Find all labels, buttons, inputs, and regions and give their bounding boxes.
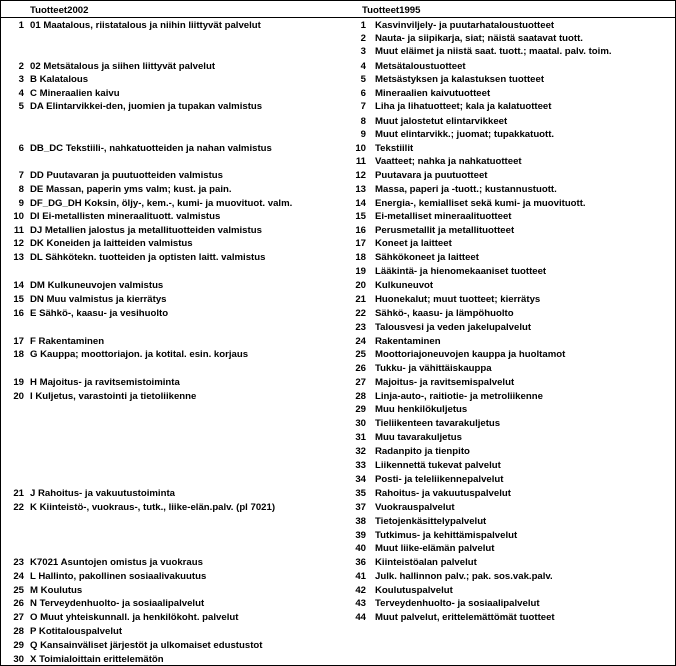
tuotteet1995-number: 31 bbox=[355, 432, 366, 443]
tuotteet1995-number: 18 bbox=[355, 252, 366, 263]
tuotteet1995-name: Huonekalut; muut tuotteet; kierrätys bbox=[375, 294, 541, 305]
tuotteet2002-name: P Kotitalouspalvelut bbox=[30, 626, 123, 637]
tuotteet1995-name: Muut palvelut, erittelemättömät tuotteet bbox=[375, 612, 555, 623]
tuotteet1995-name: Perusmetallit ja metallituotteet bbox=[375, 225, 515, 236]
tuotteet1995-number: 38 bbox=[355, 516, 366, 527]
tuotteet1995-name: Muut jalostetut elintarvikkeet bbox=[375, 116, 508, 127]
tuotteet2002-number: 4 bbox=[18, 88, 24, 99]
tuotteet2002-number bbox=[4, 33, 24, 44]
tuotteet2002-number bbox=[4, 46, 24, 57]
tuotteet2002-number: 24 bbox=[13, 571, 24, 582]
header-rule bbox=[1, 17, 675, 18]
tuotteet1995-name: Liha ja lihatuotteet; kala ja kalatuotteet bbox=[375, 101, 552, 112]
tuotteet2002-name: DJ Metallien jalostus ja metallituotteiden valmistus bbox=[30, 225, 262, 236]
tuotteet1995-number: 2 bbox=[360, 33, 366, 44]
tuotteet1995-number: 16 bbox=[355, 225, 366, 236]
tuotteet1995-number: 13 bbox=[355, 184, 366, 195]
tuotteet2002-name: E Sähkö-, kaasu- ja vesihuolto bbox=[30, 308, 169, 319]
tuotteet2002-number bbox=[4, 432, 24, 443]
tuotteet1995-number: 27 bbox=[355, 377, 366, 388]
tuotteet1995-name: Kulkuneuvot bbox=[375, 280, 434, 291]
tuotteet2002-number bbox=[4, 446, 24, 457]
tuotteet1995-number: 17 bbox=[355, 238, 366, 249]
tuotteet1995-name: Kiinteistöalan palvelut bbox=[375, 557, 477, 568]
tuotteet2002-number bbox=[4, 530, 24, 541]
tuotteet2002-name: DF_DG_DH Koksin, öljy-, kem.-, kumi- ja muovituot. valm. bbox=[30, 198, 293, 209]
tuotteet1995-name: Metsätaloustuotteet bbox=[375, 61, 466, 72]
tuotteet2002-number bbox=[4, 516, 24, 527]
tuotteet2002-number: 23 bbox=[13, 557, 24, 568]
tuotteet2002-number: 12 bbox=[13, 238, 24, 249]
tuotteet1995-number: 10 bbox=[355, 143, 366, 154]
tuotteet1995-name: Tutkimus- ja kehittämispalvelut bbox=[375, 530, 518, 541]
tuotteet2002-number: 14 bbox=[13, 280, 24, 291]
tuotteet2002-name: G Kauppa; moottoriajon. ja kotital. esin. korjaus bbox=[30, 349, 249, 360]
tuotteet2002-name: K7021 Asuntojen omistus ja vuokraus bbox=[30, 557, 203, 568]
tuotteet1995-number: 4 bbox=[360, 61, 366, 72]
tuotteet2002-number: 19 bbox=[13, 377, 24, 388]
tuotteet1995-number: 30 bbox=[355, 418, 366, 429]
tuotteet1995-name: Rakentaminen bbox=[375, 336, 441, 347]
tuotteet1995-name: Majoitus- ja ravitsemispalvelut bbox=[375, 377, 515, 388]
tuotteet1995-number: 6 bbox=[360, 88, 366, 99]
tuotteet2002-name: B Kalatalous bbox=[30, 74, 89, 85]
tuotteet2002-name: J Rahoitus- ja vakuutustoiminta bbox=[30, 488, 175, 499]
tuotteet2002-number bbox=[4, 460, 24, 471]
tuotteet2002-name: DE Massan, paperin yms valm; kust. ja pain. bbox=[30, 184, 232, 195]
tuotteet1995-name: Tietojenkäsittelypalvelut bbox=[375, 516, 487, 527]
tuotteet1995-number: 36 bbox=[355, 557, 366, 568]
tuotteet1995-name: Liikennettä tukevat palvelut bbox=[375, 460, 501, 471]
tuotteet1995-number: 33 bbox=[355, 460, 366, 471]
tuotteet1995-name: Muut elintarvikk.; juomat; tupakkatuott. bbox=[375, 129, 555, 140]
tuotteet1995-number: 29 bbox=[355, 404, 366, 415]
table-border-left bbox=[0, 0, 1, 666]
tuotteet1995-name: Tieliikenteen tavarakuljetus bbox=[375, 418, 501, 429]
tuotteet2002-number: 7 bbox=[18, 170, 24, 181]
tuotteet2002-name: DL Sähkötekn. tuotteiden ja optisten laitt. valmistus bbox=[30, 252, 266, 263]
tuotteet2002-number: 28 bbox=[13, 626, 24, 637]
tuotteet2002-name: C Mineraalien kaivu bbox=[30, 88, 120, 99]
tuotteet1995-name: Sähkö-, kaasu- ja lämpöhuolto bbox=[375, 308, 514, 319]
tuotteet2002-number: 21 bbox=[13, 488, 24, 499]
tuotteet1995-number: 12 bbox=[355, 170, 366, 181]
tuotteet2002-number: 16 bbox=[13, 308, 24, 319]
tuotteet1995-number: 39 bbox=[355, 530, 366, 541]
tuotteet1995-name: Nauta- ja siipikarja, siat; näistä saatavat tuott. bbox=[375, 33, 583, 44]
tuotteet1995-number: 25 bbox=[355, 349, 366, 360]
tuotteet1995-number: 24 bbox=[355, 336, 366, 347]
tuotteet2002-number: 17 bbox=[13, 336, 24, 347]
tuotteet1995-name: Posti- ja teleliikennepalvelut bbox=[375, 474, 504, 485]
tuotteet1995-name: Muut liike-elämän palvelut bbox=[375, 543, 495, 554]
tuotteet1995-number bbox=[344, 626, 366, 637]
tuotteet1995-name: Julk. hallinnon palv.; pak. sos.vak.palv. bbox=[375, 571, 553, 582]
tuotteet2002-name: DB_DC Tekstiili-, nahkatuotteiden ja nahan valmistus bbox=[30, 143, 272, 154]
tuotteet2002-number bbox=[4, 266, 24, 277]
tuotteet2002-number bbox=[4, 116, 24, 127]
tuotteet2002-number bbox=[4, 129, 24, 140]
tuotteet2002-name: 01 Maatalous, riistatalous ja niihin liittyvät palvelut bbox=[30, 20, 261, 31]
tuotteet1995-name: Koulutuspalvelut bbox=[375, 585, 453, 596]
tuotteet1995-name: Energia-, kemialliset sekä kumi- ja muovituott. bbox=[375, 198, 586, 209]
tuotteet2002-number bbox=[4, 322, 24, 333]
tuotteet2002-name: DK Koneiden ja laitteiden valmistus bbox=[30, 238, 193, 249]
tuotteet1995-number: 20 bbox=[355, 280, 366, 291]
tuotteet1995-number bbox=[344, 654, 366, 665]
tuotteet1995-number: 42 bbox=[355, 585, 366, 596]
tuotteet1995-number: 35 bbox=[355, 488, 366, 499]
tuotteet1995-number: 40 bbox=[355, 543, 366, 554]
tuotteet2002-number bbox=[4, 363, 24, 374]
tuotteet2002-name: M Koulutus bbox=[30, 585, 83, 596]
tuotteet2002-number bbox=[4, 156, 24, 167]
tuotteet2002-name: H Majoitus- ja ravitsemistoiminta bbox=[30, 377, 180, 388]
tuotteet2002-name: DI Ei-metallisten mineraalituott. valmistus bbox=[30, 211, 221, 222]
tuotteet2002-name: DM Kulkuneuvojen valmistus bbox=[30, 280, 164, 291]
tuotteet1995-name: Tekstiilit bbox=[375, 143, 414, 154]
tuotteet1995-number: 19 bbox=[355, 266, 366, 277]
tuotteet2002-number: 27 bbox=[13, 612, 24, 623]
tuotteet1995-name: Muut eläimet ja niistä saat. tuott.; maatal. palv. toim. bbox=[375, 46, 612, 57]
tuotteet1995-number: 26 bbox=[355, 363, 366, 374]
tuotteet2002-name: L Hallinto, pakollinen sosiaalivakuutus bbox=[30, 571, 207, 582]
tuotteet2002-number: 10 bbox=[13, 211, 24, 222]
tuotteet1995-name: Tukku- ja vähittäiskauppa bbox=[375, 363, 492, 374]
tuotteet2002-number: 11 bbox=[13, 225, 24, 236]
tuotteet1995-name: Rahoitus- ja vakuutuspalvelut bbox=[375, 488, 511, 499]
tuotteet2002-name: DA Elintarvikkei-den, juomien ja tupakan valmistus bbox=[30, 101, 263, 112]
tuotteet2002-name: Q Kansainväliset järjestöt ja ulkomaiset edustustot bbox=[30, 640, 263, 651]
tuotteet1995-number: 23 bbox=[355, 322, 366, 333]
tuotteet1995-number: 21 bbox=[355, 294, 366, 305]
tuotteet2002-number: 18 bbox=[13, 349, 24, 360]
tuotteet2002-number bbox=[4, 404, 24, 415]
tuotteet1995-number: 9 bbox=[360, 129, 366, 140]
tuotteet1995-number: 1 bbox=[360, 20, 366, 31]
tuotteet1995-number: 11 bbox=[355, 156, 366, 167]
tuotteet1995-number: 15 bbox=[355, 211, 366, 222]
tuotteet2002-number bbox=[4, 543, 24, 554]
tuotteet1995-number: 7 bbox=[360, 101, 366, 112]
tuotteet2002-number: 26 bbox=[13, 598, 24, 609]
tuotteet1995-number: 34 bbox=[355, 474, 366, 485]
header-tuotteet1995: Tuotteet1995 bbox=[362, 5, 421, 16]
tuotteet2002-name: 02 Metsätalous ja siihen liittyvät palvelut bbox=[30, 61, 216, 72]
tuotteet1995-name: Massa, paperi ja -tuott.; kustannustuott. bbox=[375, 184, 557, 195]
tuotteet1995-number: 28 bbox=[355, 391, 366, 402]
tuotteet2002-name: X Toimialoittain erittelemätön bbox=[30, 654, 164, 665]
tuotteet1995-name: Vaatteet; nahka ja nahkatuotteet bbox=[375, 156, 522, 167]
tuotteet1995-name: Talousvesi ja veden jakelupalvelut bbox=[375, 322, 532, 333]
tuotteet1995-name: Muu tavarakuljetus bbox=[375, 432, 462, 443]
tuotteet1995-number: 37 bbox=[355, 502, 366, 513]
tuotteet1995-number: 43 bbox=[355, 598, 366, 609]
header-tuotteet2002: Tuotteet2002 bbox=[30, 5, 89, 16]
tuotteet2002-number: 1 bbox=[18, 20, 24, 31]
tuotteet2002-name: DN Muu valmistus ja kierrätys bbox=[30, 294, 167, 305]
tuotteet2002-name: DD Puutavaran ja puutuotteiden valmistus bbox=[30, 170, 223, 181]
tuotteet1995-name: Vuokrauspalvelut bbox=[375, 502, 455, 513]
tuotteet2002-number: 15 bbox=[13, 294, 24, 305]
tuotteet1995-name: Ei-metalliset mineraalituotteet bbox=[375, 211, 512, 222]
tuotteet1995-number: 14 bbox=[355, 198, 366, 209]
tuotteet2002-name: N Terveydenhuolto- ja sosiaalipalvelut bbox=[30, 598, 205, 609]
tuotteet2002-name: I Kuljetus, varastointi ja tietoliikenne bbox=[30, 391, 197, 402]
tuotteet1995-name: Koneet ja laitteet bbox=[375, 238, 452, 249]
tuotteet2002-number: 5 bbox=[18, 101, 24, 112]
tuotteet1995-number: 3 bbox=[360, 46, 366, 57]
tuotteet1995-name: Sähkökoneet ja laitteet bbox=[375, 252, 479, 263]
tuotteet2002-number: 6 bbox=[18, 143, 24, 154]
tuotteet1995-number: 5 bbox=[360, 74, 366, 85]
tuotteet1995-name: Terveydenhuolto- ja sosiaalipalvelut bbox=[375, 598, 540, 609]
tuotteet1995-name: Kasvinviljely- ja puutarhataloustuotteet bbox=[375, 20, 555, 31]
tuotteet2002-number bbox=[4, 418, 24, 429]
tuotteet2002-name: O Muut yhteiskunnall. ja henkilökoht. palvelut bbox=[30, 612, 239, 623]
tuotteet1995-number: 8 bbox=[360, 116, 366, 127]
tuotteet1995-name: Mineraalien kaivutuotteet bbox=[375, 88, 491, 99]
tuotteet2002-name: K Kiinteistö-, vuokraus-, tutk., liike-elän.palv. (pl 7021) bbox=[30, 502, 276, 513]
tuotteet2002-number: 8 bbox=[18, 184, 24, 195]
tuotteet2002-number: 3 bbox=[18, 74, 24, 85]
tuotteet1995-number: 44 bbox=[355, 612, 366, 623]
tuotteet2002-number bbox=[4, 474, 24, 485]
tuotteet2002-number: 13 bbox=[13, 252, 24, 263]
tuotteet1995-name: Puutavara ja puutuotteet bbox=[375, 170, 488, 181]
tuotteet1995-name: Moottoriajoneuvojen kauppa ja huoltamot bbox=[375, 349, 566, 360]
tuotteet2002-number: 25 bbox=[13, 585, 24, 596]
tuotteet1995-number: 32 bbox=[355, 446, 366, 457]
table-border-top bbox=[1, 0, 675, 1]
tuotteet1995-name: Metsästyksen ja kalastuksen tuotteet bbox=[375, 74, 545, 85]
tuotteet2002-number: 29 bbox=[13, 640, 24, 651]
tuotteet2002-number: 2 bbox=[18, 61, 24, 72]
tuotteet2002-number: 20 bbox=[13, 391, 24, 402]
tuotteet1995-name: Muu henkilökuljetus bbox=[375, 404, 468, 415]
tuotteet2002-number: 9 bbox=[18, 198, 24, 209]
tuotteet1995-number bbox=[344, 640, 366, 651]
tuotteet1995-name: Lääkintä- ja hienomekaaniset tuotteet bbox=[375, 266, 547, 277]
tuotteet1995-number: 41 bbox=[355, 571, 366, 582]
tuotteet2002-number: 22 bbox=[13, 502, 24, 513]
tuotteet1995-number: 22 bbox=[355, 308, 366, 319]
tuotteet1995-name: Radanpito ja tienpito bbox=[375, 446, 470, 457]
tuotteet2002-number: 30 bbox=[13, 654, 24, 665]
tuotteet2002-name: F Rakentaminen bbox=[30, 336, 105, 347]
tuotteet1995-name: Linja-auto-, raitiotie- ja metroliikenne bbox=[375, 391, 543, 402]
